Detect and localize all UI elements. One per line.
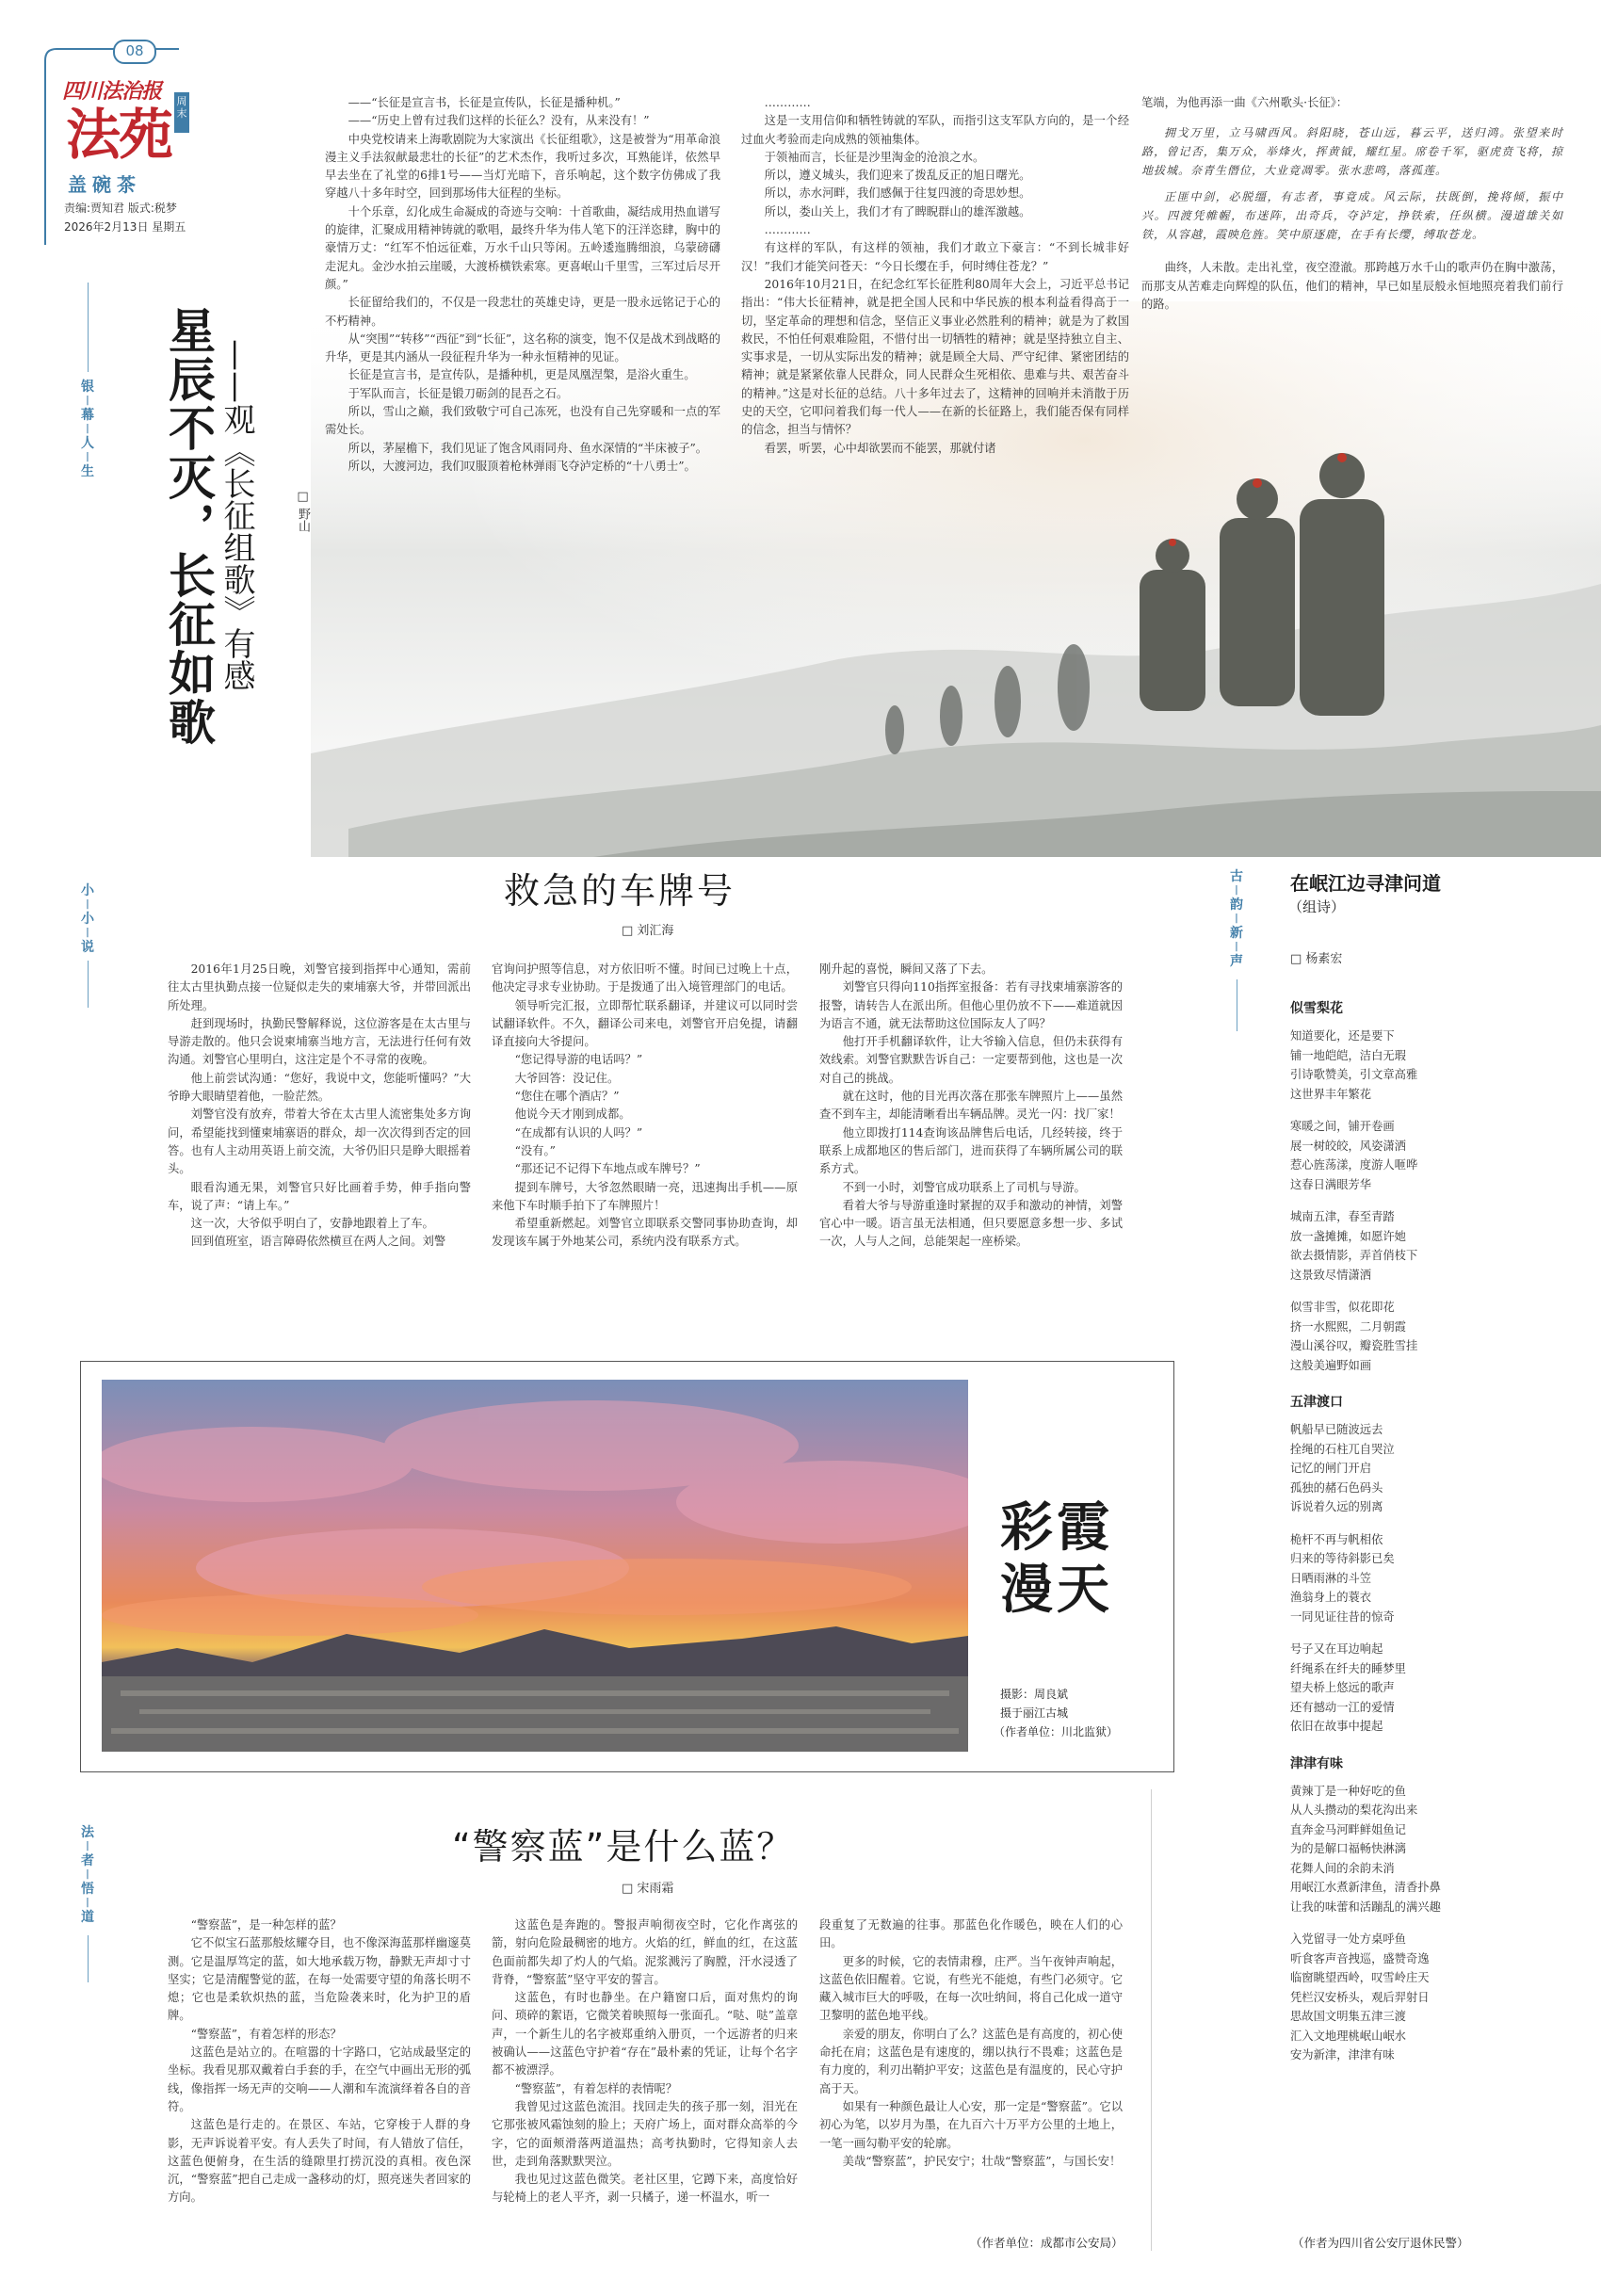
article1-column-2: ………… 这是一支用信仰和牺牲铸就的军队，而指引这支军队方向的，是一个经过血火考验而走向成熟的领袖集体。 于领袖而言，长征是沙里淘金的沧浪之水。 所以，遵义城头，我们迎来了拨乱反正的旭日曙光。 所以，赤水河畔，我们感佩于往复四渡的奇思妙想。 所以，娄山关上，我们才有了睥睨群山的雄浑激越。 ………… 有这样的军队，有这样的领袖，我们才敢立下豪言：“不到长城非好汉！”我们才能笑问苍天：“今日长缨在手，何时缚住苍龙？” 2016年10月21日，在纪念红军长征胜利80周年大会上，习近平总书记指出：“伟大长征精神，就是把全国人民和中华民族的根本利益看得高于一切，坚定革命的理想和信念，坚信正义事业必然胜利的精神；就是为了救国救民，不怕任何艰难险阻，不惜付出一切牺牲的精神；就是坚持独立自主、实事求是，一切从实际出发的精神；就是顾全大局、严守纪律、紧密团结的精神；就是紧紧依靠人民群众，同人民群众生死相依、患难与共、艰苦奋斗的精神。”这是对长征的总结。八十多年过去了，这精神的回响并未消散于历史的天空，它叩问着我们每一代人——在新的长征路上，我们能否保有同样的信念，担当与情怀？ 看罢，听罢，心中却欲罢而不能罢，那就付诸 bbox=[741, 96, 1129, 455]
article2-column-1: 2016年1月25日晚，刘警官接到指挥中心通知，需前往太古里执勤点接一位疑似走失的柬埔寨大爷，并带回派出所处理。 赶到现场时，执勤民警解释说，这位游客是在太古里与导游走散的。他只会说柬埔寨当地方言，无法进行任何有效沟通。刘警官心里明白，这注定是个不寻常的夜晚。 他上前尝试沟通：“您好，我说中文，您能听懂吗？”大爷睁大眼睛望着他，一脸茫然。 刘警官没有放弃，带着大爷在太古里人流密集处多方询问，希望能找到懂柬埔寨语的群众，却一次次得到否定的回答。也有人主动用英语上前交流，大爷仍旧只是睁大眼摇着头。 眼看沟通无果，刘警官只好比画着手势，伸手指向警车，说了声：“请上车。” 这一次，大爷似乎明白了，安静地跟着上了车。 回到值班室，语言障碍依然横亘在两人之间。刘警 bbox=[168, 962, 471, 1249]
photo-credit-location: 摄于丽江古城 bbox=[1000, 1706, 1069, 1720]
poem-stanza: 号子又在耳边响起 纤绳系在纤夫的睡梦里 望夫桥上悠远的歌声 还有撼动一江的爱情 依旧在故事中提起 bbox=[1290, 1642, 1406, 1733]
article3-author-unit: （作者单位：成都市公安局） bbox=[970, 2236, 1124, 2250]
weekly-badge: 周末 bbox=[174, 92, 189, 133]
page-number: 08 bbox=[113, 40, 156, 64]
section-tag-yinmu-rensheng: 银 | 幕 | 人 | 生 bbox=[81, 380, 94, 479]
article2-column-2: 官询问护照等信息，对方依旧听不懂。时间已过晚上十点，他决定寻求专业协助。于是拨通了出入境管理部门的电话。 领导听完汇报，立即帮忙联系翻译，并建议可以同时尝试翻译软件。不久，翻译公司来电，刘警官开启免提，请翻译直接向大爷提问。 “您记得导游的电话吗？” 大爷回答：没记住。 “您住在哪个酒店？” 他说今天才刚到成都。 “在成都有认识的人吗？” “没有。” “那还记不记得下车地点或车牌号？” 提到车牌号，大爷忽然眼睛一亮，迅速掏出手机——原来他下车时顺手拍下了车牌照片！ 希望重新燃起。刘警官立即联系交警同事协助查询，却发现该车属于外地某公司，系统内没有联系方式。 bbox=[492, 962, 798, 1249]
photo-title: 彩霞漫天 bbox=[1000, 1497, 1113, 1621]
article1-column-1: ——“长征是宣言书，长征是宣传队，长征是播种机。” ——“历史上曾有过我们这样的长征么？没有，从来没有！” 中央党校请来上海歌剧院为大家演出《长征组歌》，这是被誉为“用革命浪漫主义手法叙献最悲壮的长征”的艺术杰作，我听过多次，耳熟能详，依然早早去坐在了礼堂的6排1号——当灯光暗下，音乐响起，这个数字仿佛成了我穿越八十多年时空，回到那场伟大征程的坐标。 十个乐章，幻化成生命凝成的奇迹与交响：十首歌曲，凝结成用热血谱写的旋律，汇聚成用精神铸就的歌唱，最终升华为伟人笔下的汪洋恣肆，胸中的豪情万丈：“红军不怕远征难，万水千山只等闲。五岭逶迤腾细浪，乌蒙磅礴走泥丸。金沙水拍云崖暖，大渡桥横铁索寒。更喜岷山千里雪，三军过后尽开颜。” 长征留给我们的，不仅是一段悲壮的英雄史诗，更是一股永远铭记于心的不朽精神。 从“突围”“转移”“西征”到“长征”，这名称的演变，饱不仅是战术到战略的升华，更是其内涵从一段征程升华为一种永恒精神的见证。 长征是宣言书，是宣传队，是播种机，更是凤凰涅槃，是浴火重生。 于军队而言，长征是锻刀砺剑的昆吾之石。 所以，雪山之巅，我们致敬宁可自己冻死，也没有自己先穿暖和一点的军需处长。 所以，茅屋檐下，我们见证了饱含风雨同舟、鱼水深情的“半床被子”。 所以，大渡河边，我们叹服顶着枪林弹雨飞夺泸定桥的“十八勇士”。 bbox=[325, 96, 720, 473]
section-tag-guyun-xinsheng: 古 | 韵 | 新 | 声 bbox=[1230, 869, 1243, 969]
poem-title: 津津有味 bbox=[1290, 1755, 1343, 1771]
article2-title: 救急的车牌号 bbox=[504, 870, 736, 912]
photo-credit-unit: （作者单位：川北监狱） bbox=[994, 1725, 1119, 1738]
article3-author: □ 宋雨霜 bbox=[622, 1882, 674, 1896]
article2-author: □ 刘汇海 bbox=[622, 924, 674, 938]
article3-column-3: 段重复了无数遍的往事。那蓝色化作暖色，映在人们的心田。 更多的时候，它的表情肃穆，庄严。当午夜钟声响起，这蓝色依旧醒着。它说，有些光不能熄，有些门必须守。它藏入城市巨大的呼吸，在每一次吐纳间，将自己化成一道守卫黎明的蓝色地平线。 亲爱的朋友，你明白了么？这蓝色是有高度的，初心使命托在肩；这蓝色是有速度的，绷以执行不畏难；这蓝色是有力度的，利刃出鞘护平安；这蓝色是有温度的，民心守护高于天。 如果有一种颜色最让人心安，那一定是“警察蓝”。它以初心为笔，以岁月为墨，在九百六十万平方公里的土地上，一笔一画勾勒平安的轮廓。 美哉“警察蓝”，护民安宁；壮哉“警察蓝”，与国长安！ bbox=[819, 1918, 1123, 2168]
poem-title: 五津渡口 bbox=[1290, 1395, 1343, 1410]
poem-stanza: 寒暖之间，铺开卷画 展一树皎皎，风姿潇洒 惹心旌荡漾，度游人咂哗 这春日满眼芳华 bbox=[1290, 1120, 1418, 1191]
photo-credit-photographer: 摄影：周良斌 bbox=[1000, 1688, 1069, 1701]
article3-column-1: “警察蓝”，是一种怎样的蓝？ 它不似宝石蓝那般炫耀夺目，也不像深海蓝那样幽邃莫测。它是温厚笃定的蓝，如大地承载万物，静默无声却寸寸坚实；它是清醒警觉的蓝，在每一处需要守望的角落长明不熄；它也是柔软炽热的蓝，当危险袭来时，化为护卫的盾牌。 “警察蓝”，有着怎样的形态？ 这蓝色是站立的。在喧嚣的十字路口，它站成最坚定的坐标。我看见那双戴着白手套的手，在空气中画出无形的弧线，像指挥一场无声的交响——人潮和车流演绎着各自的音符。 这蓝色是行走的。在景区、车站，它穿梭于人群的身影，无声诉说着平安。有人丢失了时间，有人错放了信任，这蓝色便俯身，在生活的缝隙里打捞沉没的真相。夜色深沉，“警察蓝”把自己走成一盏移动的灯，照亮迷失者回家的方向。 bbox=[168, 1918, 471, 2205]
section-tag-rule bbox=[88, 283, 89, 372]
article-title-main: 星辰不灭，长征如歌 bbox=[161, 306, 216, 747]
article-subtitle: ——观《长征组歌》有感 bbox=[218, 339, 255, 691]
poem-stanza: 黄辣丁是一种好吃的鱼 从人头攒动的梨花沟出来 直奔金马河畔鲜姐鱼记 为的是解口福畅快淋漓 花舞人间的余韵未消 用岷江水煮新津鱼，清香扑鼻 让我的味蕾和活蹦乱的满兴趣 bbox=[1290, 1784, 1441, 1914]
article4-author-unit: （作者为四川省公安厅退休民警） bbox=[1292, 2236, 1469, 2250]
article-author: □ 野山 bbox=[296, 490, 310, 533]
column-name: 盖碗茶 bbox=[68, 173, 141, 196]
article3-column-2: 这蓝色是奔跑的。警报声响彻夜空时，它化作离弦的箭，射向危险最稠密的地方。火焰的红，鲜血的红，在这蓝色面前都失却了灼人的气焰。泥浆溅污了胸膛，汗水浸透了背脊，“警察蓝”坚守平安的誓言。 这蓝色，有时也静坐。在户籍窗口后，面对焦灼的询问、琐碎的絮语，它微笑着映照每一张面孔。“哒、哒”盖章声，一个新生儿的名字被郑重纳入册页，一个远游者的归来被确认——这蓝色守护着“存在”最朴素的凭证，让每个名字都不被漂浮。 “警察蓝”，有着怎样的表情呢？ 我曾见过这蓝色流泪。找回走失的孩子那一刻，泪光在它那张被风霜蚀刻的脸上；天府广场上，面对群众高举的今字，它的面颊滑落两道温热；高考执勤时，它得知亲人去世，走到角落默默哭泣。 我也见过这蓝色微笑。老社区里，它蹲下来，高度恰好与轮椅上的老人平齐，剥一只橘子，递一杯温水，听一 bbox=[492, 1918, 798, 2205]
section-tag-rule bbox=[88, 961, 89, 1008]
article4-author: □ 杨素宏 bbox=[1290, 952, 1343, 966]
article4-title: 在岷江边寻津问道 bbox=[1290, 872, 1441, 895]
poem-stanza: 城南五津，春至青踏 放一盏摊摊，如愿许她 欲去摄情影，弄首俏枝下 这景致尽情潇洒 bbox=[1290, 1210, 1418, 1282]
section-logo: 法苑 bbox=[66, 103, 172, 167]
poem-stanza: 帆船早已随波远去 拴绳的石柱兀自哭泣 记忆的闸门开启 孤独的赭石色码头 诉说着久远的别离 bbox=[1290, 1423, 1395, 1513]
poem-title: 似雪梨花 bbox=[1290, 1001, 1343, 1016]
article3-title: “警察蓝”是什么蓝？ bbox=[452, 1826, 795, 1868]
poem-stanza: 似雪非雪，似花即花 挤一水熙熙，二月朝霞 漫山溪谷叹，瓣瓷胜雪挂 这般美遍野如画 bbox=[1290, 1301, 1418, 1372]
sunset-photo bbox=[102, 1380, 968, 1752]
issue-date: 2026年2月13日 星期五 bbox=[64, 220, 186, 234]
article4-subtitle: （组诗） bbox=[1288, 898, 1346, 915]
paper-name: 四川法治报 bbox=[62, 79, 162, 104]
poem-stanza: 知道要化，还是要下 铺一地皑皑，洁白无瑕 引诗歌赞美，引文章高雅 这世界丰年繁花 bbox=[1290, 1029, 1418, 1101]
masthead bbox=[38, 38, 188, 245]
poem-group bbox=[1290, 998, 1563, 2065]
poem-stanza: 桅杆不再与帆相依 归来的等待斜影已矣 日晒雨淋的斗笠 渔翁身上的蓑衣 一同见证往昔的惊奇 bbox=[1290, 1532, 1395, 1624]
article2-column-3: 刚升起的喜悦，瞬间又落了下去。 刘警官只得向110指挥室报备：若有寻找柬埔寨游客的报警，请转告人在派出所。但他心里仍放不下——难道就因为语言不通，就无法帮助这位国际友人了吗？ 他打开手机翻译软件，让大爷输入信息，但仍未获得有效线索。刘警官默默告诉自己：一定要帮到他，这也是一次对自己的挑战。 就在这时，他的目光再次落在那张车牌照片上——虽然查不到车主，却能清晰看出车辆品牌。灵光一闪：找厂家！ 他立即拨打114查询该品牌售后电话，几经转接，终于联系上成都地区的售后部门，进而获得了车辆所属公司的联系方式。 不到一小时，刘警官成功联系上了司机与导游。 看着大爷与导游重逢时紧握的双手和激动的神情，刘警官心中一暖。语言虽无法相通，但只要愿意多想一步、多试一次，人与人之间，总能架起一座桥梁。 bbox=[819, 962, 1123, 1249]
poem-stanza: 入党留寻一处方桌呼鱼 听食客声音拽巡，盛赞奇逸 临窗眺望西岭，叹雪岭庄天 凭栏汉安桥头，观后羿射日 思故国文明集五津三渡 汇入文地理桃岷山岷水 安为新津，津津有味 bbox=[1290, 1932, 1430, 2062]
section-tag-fazhe-wudao: 法 | 者 | 悟 | 道 bbox=[81, 1825, 94, 1925]
section-tag-xiaoxiaoshuo: 小 | 小 | 说 bbox=[81, 883, 94, 955]
editor-line: 责编:贾知君 版式:税梦 bbox=[64, 202, 177, 215]
column-divider bbox=[1151, 1789, 1152, 2251]
ci-poem-stanza-2: 正匪中剑，必脱缰，有志者，事竟成。风云际，扶既倒，挽将倾，振中兴。四渡凭帷幄，布迷阵，出奇兵，夺泸定，挣铁索，任纵横。漫道雄关如铁，从容越，霞映危旌。笑中原逐鹿，在手有长缨，缚取苍龙。 bbox=[1141, 190, 1563, 242]
ci-poem-stanza-1: 拥戈万里，立马啸西风。斜阳晓，苍山远，暮云平，送归鸿。张望来时路，曾记否，集万众，举烽火，挥黄钺，耀红星。席卷千军，驱虎贲飞将，掠地拔城。奈青生僭位，大业竟凋零。张水悲鸣，落孤莲。 bbox=[1141, 126, 1563, 178]
section-tag-rule bbox=[88, 1935, 89, 1982]
article1-column-3: 笔端，为他再添一曲《六州歌头·长征》： 拥戈万里，立马啸西风。斜阳晓，苍山远，暮云平，送归鸿。张望来时路，曾记否，集万众，举烽火，挥黄钺，耀红星。席卷千军，驱虎贲飞将，掠地拔城。奈青生僭位，大业竟凋零。张水悲鸣，落孤莲。 正匪中剑，必脱缰，有志者，事竟成。风云际，扶既倒，挽将倾，振中兴。四渡凭帷幄，布迷阵，出奇兵，夺泸定，挣铁索，任纵横。漫道雄关如铁，从容越，霞映危旌。笑中原逐鹿，在手有长缨，缚取苍龙。 曲终，人未散。走出礼堂，夜空澄澈。那跨越万水千山的歌声仍在胸中激荡，而那支从苦难走向辉煌的队伍，他们的精神，早已如星辰般永恒地照亮着我们前行的路。 bbox=[1141, 96, 1563, 311]
